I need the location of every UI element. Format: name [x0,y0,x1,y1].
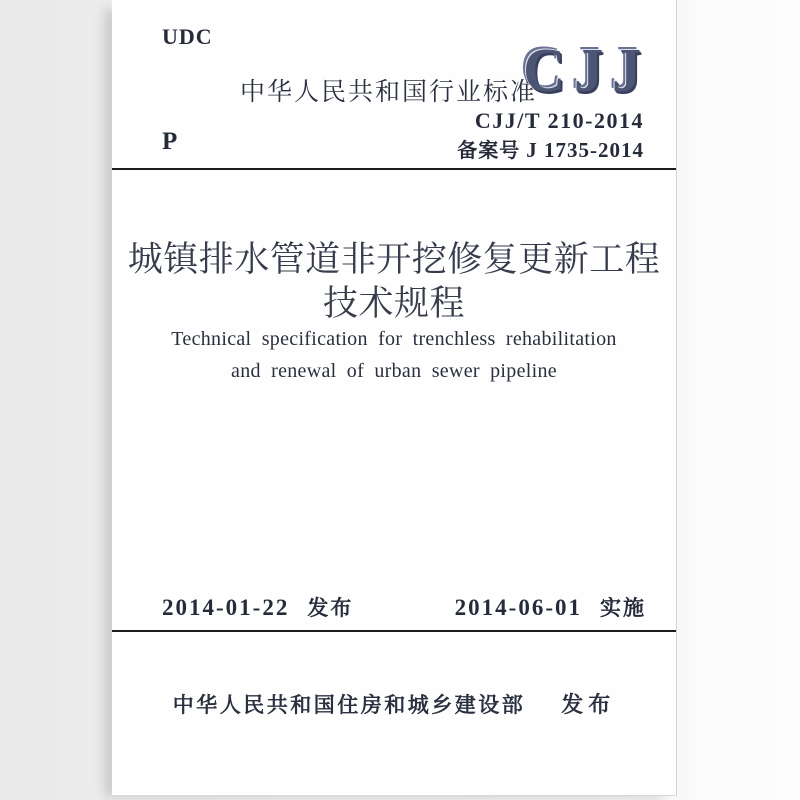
implement-date: 2014-06-01 [454,595,582,620]
top-divider-rule [112,168,676,170]
standard-number: CJJ/T 210-2014 [474,108,644,133]
cjj-logo: CJJ [523,35,650,106]
filing-label: 备案号 [457,140,521,162]
standard-type-heading: 中华人民共和国行业标准 [240,78,538,106]
implement-date-group [455,592,646,622]
implement-label: 实施 [600,597,646,620]
dates-row [162,592,646,622]
publisher-action: 发布 [561,692,616,717]
doc-class-label: P [162,128,178,155]
issue-date-group [162,592,353,622]
issue-date: 2014-01-22 [162,595,290,620]
filing-number-line [457,134,644,163]
title-english-line1: Technical specification for trenchless rehabilitation [171,328,617,350]
issue-label: 发布 [307,597,354,620]
udc-label: UDC [162,24,213,49]
publisher-row [112,688,676,719]
document-cover-page [112,0,677,796]
title-chinese [112,238,676,326]
bottom-divider-rule [112,630,676,632]
title-english-line2: and renewal of urban sewer pipeline [231,360,557,382]
publisher-name: 中华人民共和国住房和城乡建设部 [172,694,526,717]
filing-number: J 1735-2014 [526,138,644,162]
title-line2: 技术规程 [322,284,465,323]
title-line1: 城镇排水管道非开挖修复更新工程 [127,240,661,279]
